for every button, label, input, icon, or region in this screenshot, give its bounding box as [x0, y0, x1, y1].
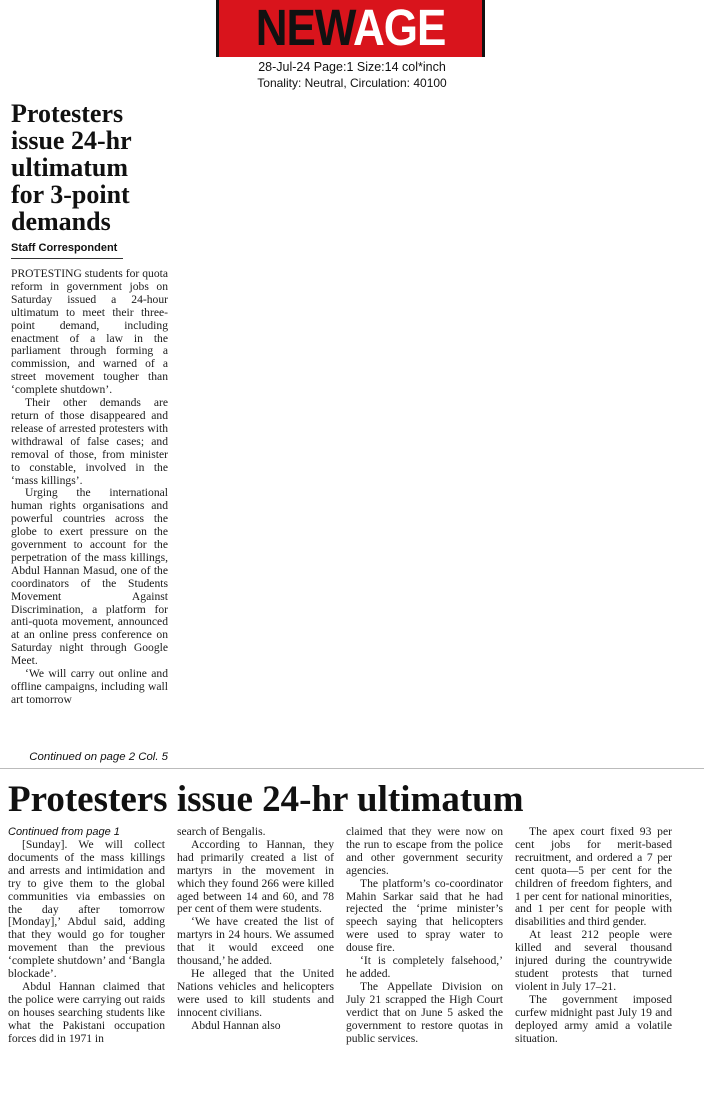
logo-part-age: AGE: [352, 0, 446, 57]
continuation-paragraph: The apex court fixed 93 per cent jobs for merit-based recruitment, and ordered a 7 per cent quota—5 per cent for the children of freedom fighters, and 1 per cent for national minorities, and 1 per cent for people with disabilities and third gender.: [515, 825, 672, 929]
continuation-paragraph: claimed that they were now on the run to escape from the police and other government security agencies.: [346, 825, 503, 877]
article-headline: Protesters issue 24-hr ultimatum for 3-point demands: [11, 99, 132, 236]
continuation-paragraph: The platform’s co-coordinator Mahin Sarkar said that he had rejected the ‘prime minister’s speech saying that helicopters were used to spray water to douse fire.: [346, 876, 503, 955]
article-paragraph: ‘We will carry out online and offline campaigns, including wall art tomorrow: [11, 667, 168, 706]
continuation-column-4: [515, 826, 672, 1045]
byline: Staff Correspondent: [11, 242, 118, 254]
continuation-paragraph: The government imposed curfew midnight past July 19 and deployed army amid a volatile situation.: [515, 992, 672, 1045]
article-paragraph: Urging the international human rights organisations and powerful countries across the globe to exert pressure on the government to account for the perpetration of the mass killings, Abdul Hannan Masud, one of the coordinators of the Students Movement Against Discrimination, a platform for anti-quota movement, announced at an online press conference on Saturday night through Google Meet.: [11, 486, 168, 668]
continuation-paragraph: search of Bengalis.: [177, 825, 266, 838]
continued-on-note: Continued on page 2 Col. 5: [29, 751, 168, 763]
continued-from-note: Continued from page 1: [8, 826, 120, 838]
section-divider: [0, 768, 704, 769]
continuation-paragraph: ‘We have created the list of martyrs in 24 hours. We assumed that it would exceed one thousand,’ he added.: [177, 915, 334, 968]
newspaper-logo: [216, 0, 485, 57]
clipping-info: 28-Jul-24 Page:1 Size:14 col*inch: [258, 60, 446, 74]
clipping-stats: Tonality: Neutral, Circulation: 40100: [257, 76, 447, 90]
continuation-paragraph: The Appellate Division on July 21 scrapped the High Court verdict that on June 5 asked the government to restore quotas in public services.: [346, 979, 503, 1045]
continuation-paragraph: According to Hannan, they had primarily created a list of martyrs in the movement in which they found 266 were killed aged between 14 and 60, and 78 per cent of them were students.: [177, 837, 334, 916]
continuation-headline: Protesters issue 24-hr ultimatum: [8, 779, 524, 820]
byline-rule: [11, 258, 123, 259]
continuation-paragraph: [Sunday]. We will collect documents of the mass killings and arrests and intimidation and try to give them to the global communities via embassies on the day after tomorrow [Monday],’ Abdul said, adding that they would go for tougher movement than the previous ‘complete shutdown’ and ‘Bangla blockade’.: [8, 838, 165, 981]
continuation-column-1: [8, 839, 165, 1046]
logo-part-new: NEW: [255, 0, 353, 57]
article-paragraph: PROTESTING students for quota reform in government jobs on Saturday issued a 24-hour ultimatum to meet their three-point demand, including enactment of a law in the parliament through forming a commission, and warned of a street movement tougher than ‘complete shutdown’.: [11, 267, 168, 397]
article-paragraph: Their other demands are return of those disappeared and release of arrested protesters with withdrawal of false cases; and removal of those, from minister to constable, involved in the ‘mass killings’.: [11, 396, 168, 487]
continuation-column-2: [177, 826, 334, 1033]
logo-text: [256, 0, 446, 57]
continuation-paragraph: Abdul Hannan claimed that the police were carrying out raids on houses searching students like what the Pakistani occupation forces did in 1971 in: [8, 979, 165, 1045]
continuation-column-3: [346, 826, 503, 1045]
continuation-paragraph: Abdul Hannan also: [191, 1018, 281, 1032]
continuation-paragraph: He alleged that the United Nations vehicles and helicopters were used to kill students and innocent civilians.: [177, 966, 334, 1019]
continuation-paragraph: At least 212 people were killed and several thousand injured during the countrywide student protests that turned violent in July 17–21.: [515, 928, 672, 993]
article-column: [11, 268, 168, 707]
continuation-paragraph: ‘It is completely falsehood,’ he added.: [346, 954, 503, 980]
